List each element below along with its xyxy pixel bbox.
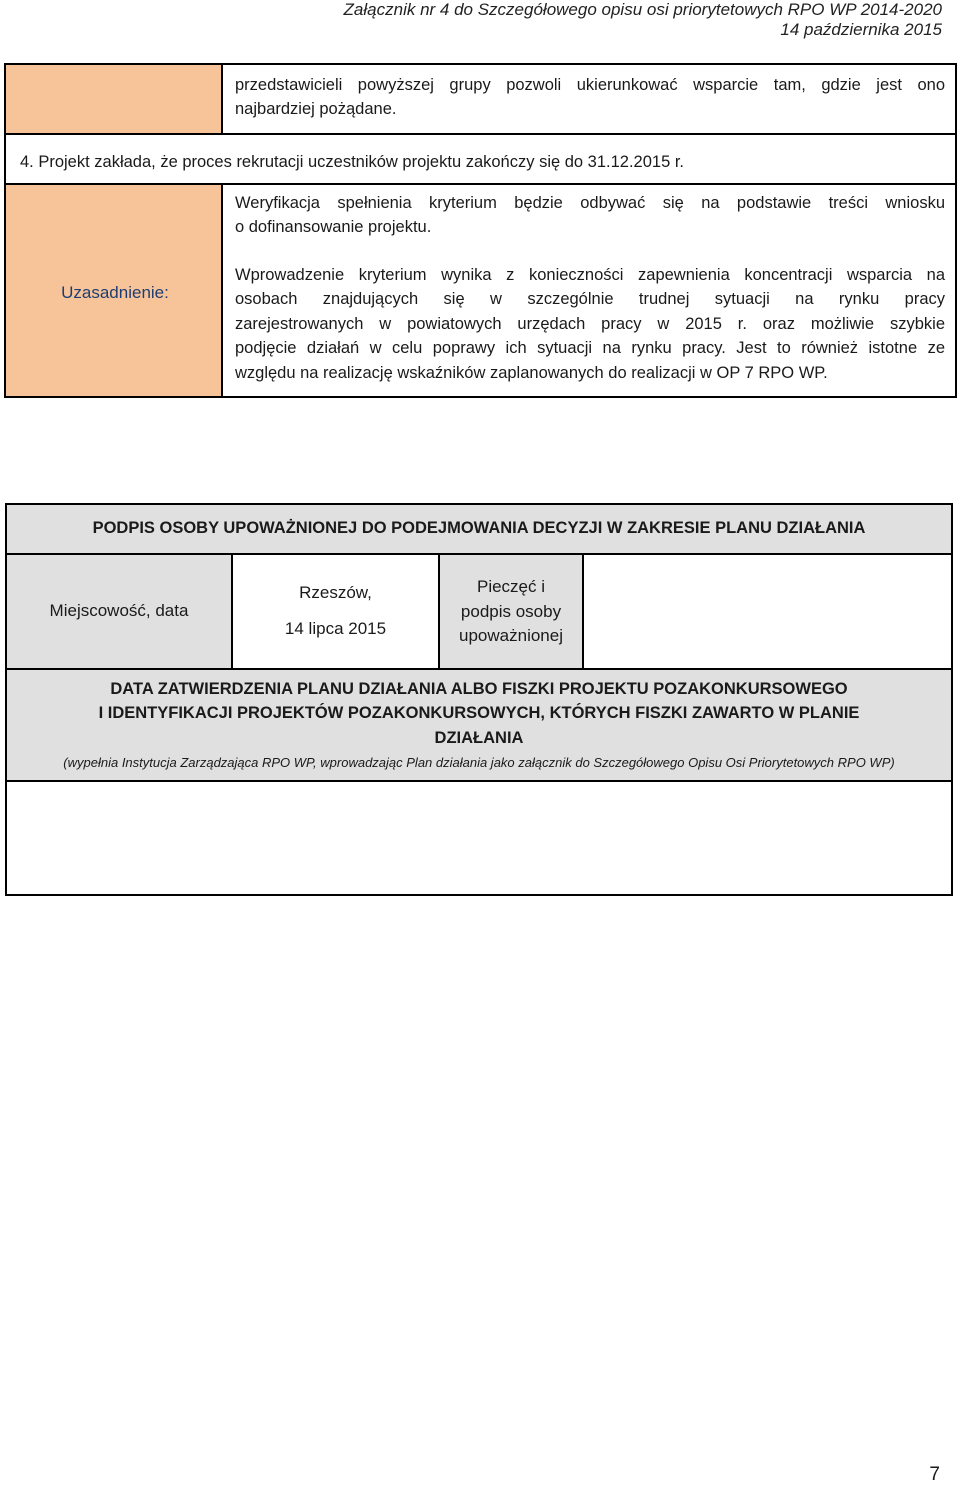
previous-justification-text	[235, 73, 945, 122]
text-line: Weryfikacja spełnienia kryterium będzie odbywać się na podstawie treści wniosku	[235, 194, 945, 212]
text-line: podpis osoby	[460, 601, 562, 621]
text-line: najbardziej pożądane.	[235, 100, 397, 119]
text-line: podjęcie działań w celu poprawy ich sytuacji na rynku pracy. Jest to również istotne ze	[235, 339, 945, 358]
header-attachment-title: Załącznik nr 4 do Szczegółowego opisu osi priorytetowych RPO WP 2014-2020	[343, 0, 942, 19]
text-line: przedstawicieli powyższej grupy pozwoli ukierunkować wsparcie tam, gdzie jest ono	[235, 76, 945, 94]
text-line: DATA ZATWIERDZENIA PLANU DZIAŁANIA ALBO FISZKI PROJEKTU POZAKONKURSOWEGO	[110, 680, 848, 698]
text-line: osobach znajdujących się w szczególnie trudnej sytuacji na rynku pracy	[235, 290, 945, 309]
document-header	[344, 0, 942, 40]
text-line: zarejestrowanych w powiatowych urzędach pracy w 2015 r. oraz możliwie szybkie	[235, 314, 945, 333]
text-line: upoważnionej	[459, 626, 563, 645]
approval-date-field[interactable]	[7, 782, 951, 894]
verification-text	[235, 191, 945, 240]
text-line: względu na realizację wskaźników zaplanowanych do realizacji w OP 7 RPO WP.	[235, 363, 828, 382]
place-value: Rzeszów,	[299, 583, 372, 602]
place-date-label: Miejscowość, data	[49, 601, 189, 620]
criterion-item-4: 4. Projekt zakłada, że proces rekrutacji uczestników projektu zakończy się do 31.12.2015 r.	[20, 153, 685, 171]
page-number: 7	[929, 1464, 940, 1485]
criteria-label-cell-top	[6, 65, 221, 133]
cell-divider	[221, 65, 223, 133]
stamp-label	[440, 575, 582, 649]
signature-table	[5, 503, 953, 896]
text-line: o dofinansowanie projektu.	[235, 218, 432, 237]
signature-title: PODPIS OSOBY UPOWAŻNIONEJ DO PODEJMOWANIA DECYZJI W ZAKRESIE PLANU DZIAŁANIA	[92, 519, 866, 537]
row-divider	[6, 133, 955, 135]
text-line: Wprowadzenie kryterium wynika z konieczności zapewnienia koncentracji wsparcia na	[235, 266, 945, 284]
cell-divider	[231, 553, 233, 668]
approval-header	[7, 677, 951, 750]
text-line: DZIAŁANIA	[434, 728, 524, 747]
criteria-table	[4, 63, 957, 398]
header-date: 14 października 2015	[780, 20, 942, 39]
signature-field[interactable]	[584, 555, 951, 668]
approval-note: (wypełnia Instytucja Zarządzająca RPO WP, wprowadzając Plan działania jako załącznik do Szczegółowego Opisu Osi Priorytetowych RPO WP)	[63, 755, 895, 770]
text-line: I IDENTYFIKACJI PROJEKTÓW POZAKONKURSOWYCH, KTÓRYCH FISZKI ZAWARTO W PLANIE	[98, 704, 860, 723]
justification-label: Uzasadnienie:	[61, 283, 169, 302]
text-line: Pieczęć i	[476, 577, 546, 596]
justification-text	[235, 263, 945, 385]
date-value: 14 lipca 2015	[284, 619, 387, 638]
